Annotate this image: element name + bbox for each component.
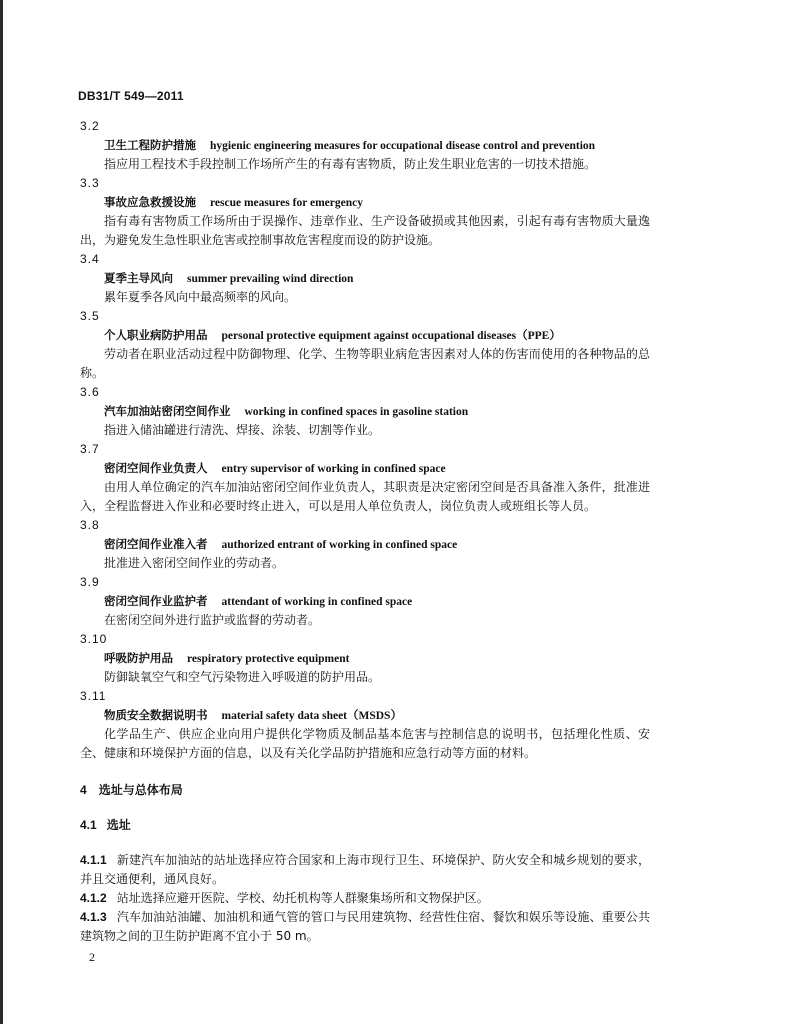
term-en: working in confined spaces in gasoline station — [244, 406, 469, 418]
term-zh: 个人职业病防护用品 — [104, 328, 208, 342]
section-title: 选址与总体布局 — [98, 783, 183, 797]
term-number: 3.7 — [80, 442, 100, 456]
term-entry — [80, 630, 650, 687]
term-zh: 汽车加油站密闭空间作业 — [104, 404, 231, 418]
term-entry — [80, 174, 650, 250]
term-number: 3.11 — [80, 689, 107, 703]
term-number: 3.4 — [80, 252, 100, 266]
term-en: respiratory protective equipment — [187, 653, 350, 665]
clause — [80, 889, 650, 908]
term-entry — [80, 383, 650, 440]
term-number: 3.3 — [80, 176, 100, 190]
document-body — [80, 117, 650, 946]
term-definition: 指应用工程技术手段控制工作场所产生的有毒有害物质，防止发生职业危害的一切技术措施。 — [104, 157, 597, 171]
term-en: personal protective equipment against occupational diseases（PPE） — [221, 330, 561, 342]
subsection-title: 选址 — [106, 818, 131, 832]
term-definition: 由用人单位确定的汽车加油站密闭空间作业负责人，其职责是决定密闭空间是否具备准入条件，批准进入，全程监督进入作业和必要时终止进入，可以是用人单位负责人，岗位负责人或班组长等人员。 — [80, 480, 650, 513]
term-title — [80, 649, 650, 668]
term-entry — [80, 516, 650, 573]
term-en: entry supervisor of working in confined space — [221, 463, 446, 475]
term-entry — [80, 307, 650, 383]
section-number: 4 — [80, 783, 87, 797]
term-zh: 卫生工程防护措施 — [104, 138, 196, 152]
term-number: 3.5 — [80, 309, 100, 323]
term-en: summer prevailing wind direction — [187, 273, 354, 285]
term-definition: 劳动者在职业活动过程中防御物理、化学、生物等职业病危害因素对人体的伤害而使用的各种物品的总称。 — [80, 347, 650, 380]
term-number: 3.9 — [80, 575, 100, 589]
clause-number: 4.1.3 — [80, 910, 107, 924]
clause-text: 汽车加油站油罐、加油机和通气管的管口与民用建筑物、经营性住宿、餐饮和娱乐等设施、重要公共建筑物之间的卫生防护距离不宜小于 50 m。 — [80, 910, 650, 943]
term-title — [80, 706, 650, 725]
document-code: DB31/T 549—2011 — [78, 89, 184, 103]
term-entry — [80, 440, 650, 516]
term-definition: 指有毒有害物质工作场所由于误操作、违章作业、生产设备破损或其他因素，引起有毒有害物质大量逸出，为避免发生急性职业危害或控制事故危害程度而设的防护设施。 — [80, 214, 650, 247]
term-definition: 化学品生产、供应企业向用户提供化学物质及制品基本危害与控制信息的说明书，包括理化性质、安全、健康和环境保护方面的信息，以及有关化学品防护措施和应急行动等方面的材料。 — [80, 727, 650, 760]
term-title — [80, 269, 650, 288]
page-number: 2 — [89, 950, 95, 964]
term-definition: 防御缺氧空气和空气污染物进入呼吸道的防护用品。 — [104, 670, 381, 684]
clause-number: 4.1.2 — [80, 891, 107, 905]
term-zh: 事故应急救援设施 — [104, 195, 196, 209]
clause-text: 新建汽车加油站的站址选择应符合国家和上海市现行卫生、环境保护、防火安全和城乡规划的要求，并且交通便利，通风良好。 — [80, 853, 650, 886]
term-zh: 密闭空间作业准入者 — [104, 537, 208, 551]
clause-number: 4.1.1 — [80, 853, 107, 867]
term-title — [80, 326, 650, 345]
term-title — [80, 535, 650, 554]
term-en: authorized entrant of working in confined space — [221, 539, 458, 551]
term-zh: 密闭空间作业监护者 — [104, 594, 208, 608]
term-title — [80, 402, 650, 421]
term-zh: 呼吸防护用品 — [104, 651, 173, 665]
section-heading — [80, 781, 650, 800]
term-en: material safety data sheet（MSDS） — [221, 710, 402, 722]
term-zh: 物质安全数据说明书 — [104, 708, 208, 722]
term-en: attendant of working in confined space — [221, 596, 413, 608]
term-title — [80, 592, 650, 611]
term-zh: 密闭空间作业负责人 — [104, 461, 208, 475]
clause-text: 站址选择应避开医院、学校、幼托机构等人群聚集场所和文物保护区。 — [116, 891, 489, 905]
term-title — [80, 459, 650, 478]
term-title — [80, 136, 650, 155]
term-number: 3.2 — [80, 119, 100, 133]
term-number: 3.10 — [80, 632, 108, 646]
term-entry — [80, 573, 650, 630]
term-definition: 指进入储油罐进行清洗、焊接、涂装、切割等作业。 — [104, 423, 381, 437]
term-definition: 在密闭空间外进行监护或监督的劳动者。 — [104, 613, 321, 627]
clause-list — [80, 851, 650, 946]
subsection-heading — [80, 816, 650, 835]
subsection-number: 4.1 — [80, 818, 97, 832]
term-zh: 夏季主导风向 — [104, 271, 173, 285]
scan-edge-rule — [0, 0, 3, 1024]
term-definition: 累年夏季各风向中最高频率的风向。 — [104, 290, 297, 304]
term-entry — [80, 250, 650, 307]
term-title — [80, 193, 650, 212]
clause — [80, 908, 650, 946]
clause — [80, 851, 650, 889]
term-number: 3.8 — [80, 518, 100, 532]
term-entry — [80, 687, 650, 763]
term-definition: 批准进入密闭空间作业的劳动者。 — [104, 556, 285, 570]
term-en: rescue measures for emergency — [210, 197, 363, 209]
term-number: 3.6 — [80, 385, 100, 399]
term-en: hygienic engineering measures for occupational disease control and prevention — [210, 140, 596, 152]
term-entry — [80, 117, 650, 174]
